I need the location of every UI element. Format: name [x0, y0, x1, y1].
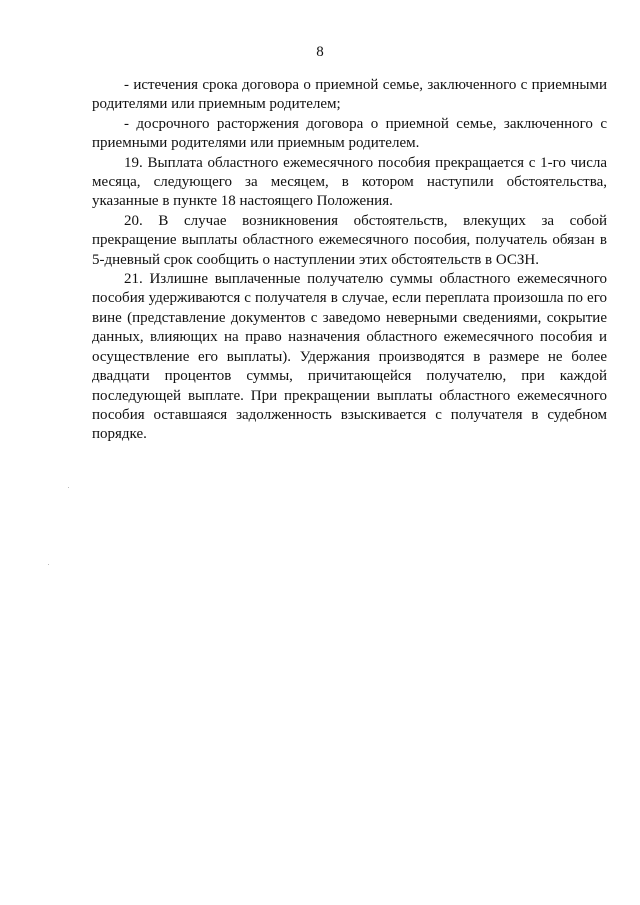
paragraph-21: 21. Излишне выплаченные получателю суммы областного ежемесячного пособия удерживаются с получателя в случае, если переплата произошла по его вине (представление документов с заведомо неверными сведениями, сокрытие данных, влияющих на право назначения областного ежемесячного пособия и осуществление его выплаты). Удержания производятся в размере не более двадцати процентов суммы, причитающейся получателю, при каждой последующей выплате. При прекращении выплаты областного ежемесячного пособия оставшаяся задолженность взыскивается с получателя в судебном порядке.	[92, 271, 607, 443]
document-body	[92, 76, 607, 445]
paragraph-contract-termination: - досрочного расторжения договора о приемной семье, заключенного с приемными родителями или приемным родителем.	[92, 115, 607, 152]
paragraph-19: 19. Выплата областного ежемесячного пособия прекращается с 1-го числа месяца, следующего за месяцем, в котором наступили обстоятельства, указанные в пункте 18 настоящего Положения.	[92, 154, 607, 210]
paragraph-20: 20. В случае возникновения обстоятельств, влекущих за собой прекращение выплаты областного ежемесячного пособия, получатель обязан в 5-дневный срок сообщить о наступлении этих обстоятельств в ОСЗН.	[92, 212, 607, 268]
scan-speck	[48, 564, 49, 565]
page-number: 8	[316, 44, 324, 60]
scan-speck	[68, 487, 69, 488]
paragraph-contract-expiry: - истечения срока договора о приемной семье, заключенного с приемными родителями или приемным родителем;	[92, 77, 607, 113]
